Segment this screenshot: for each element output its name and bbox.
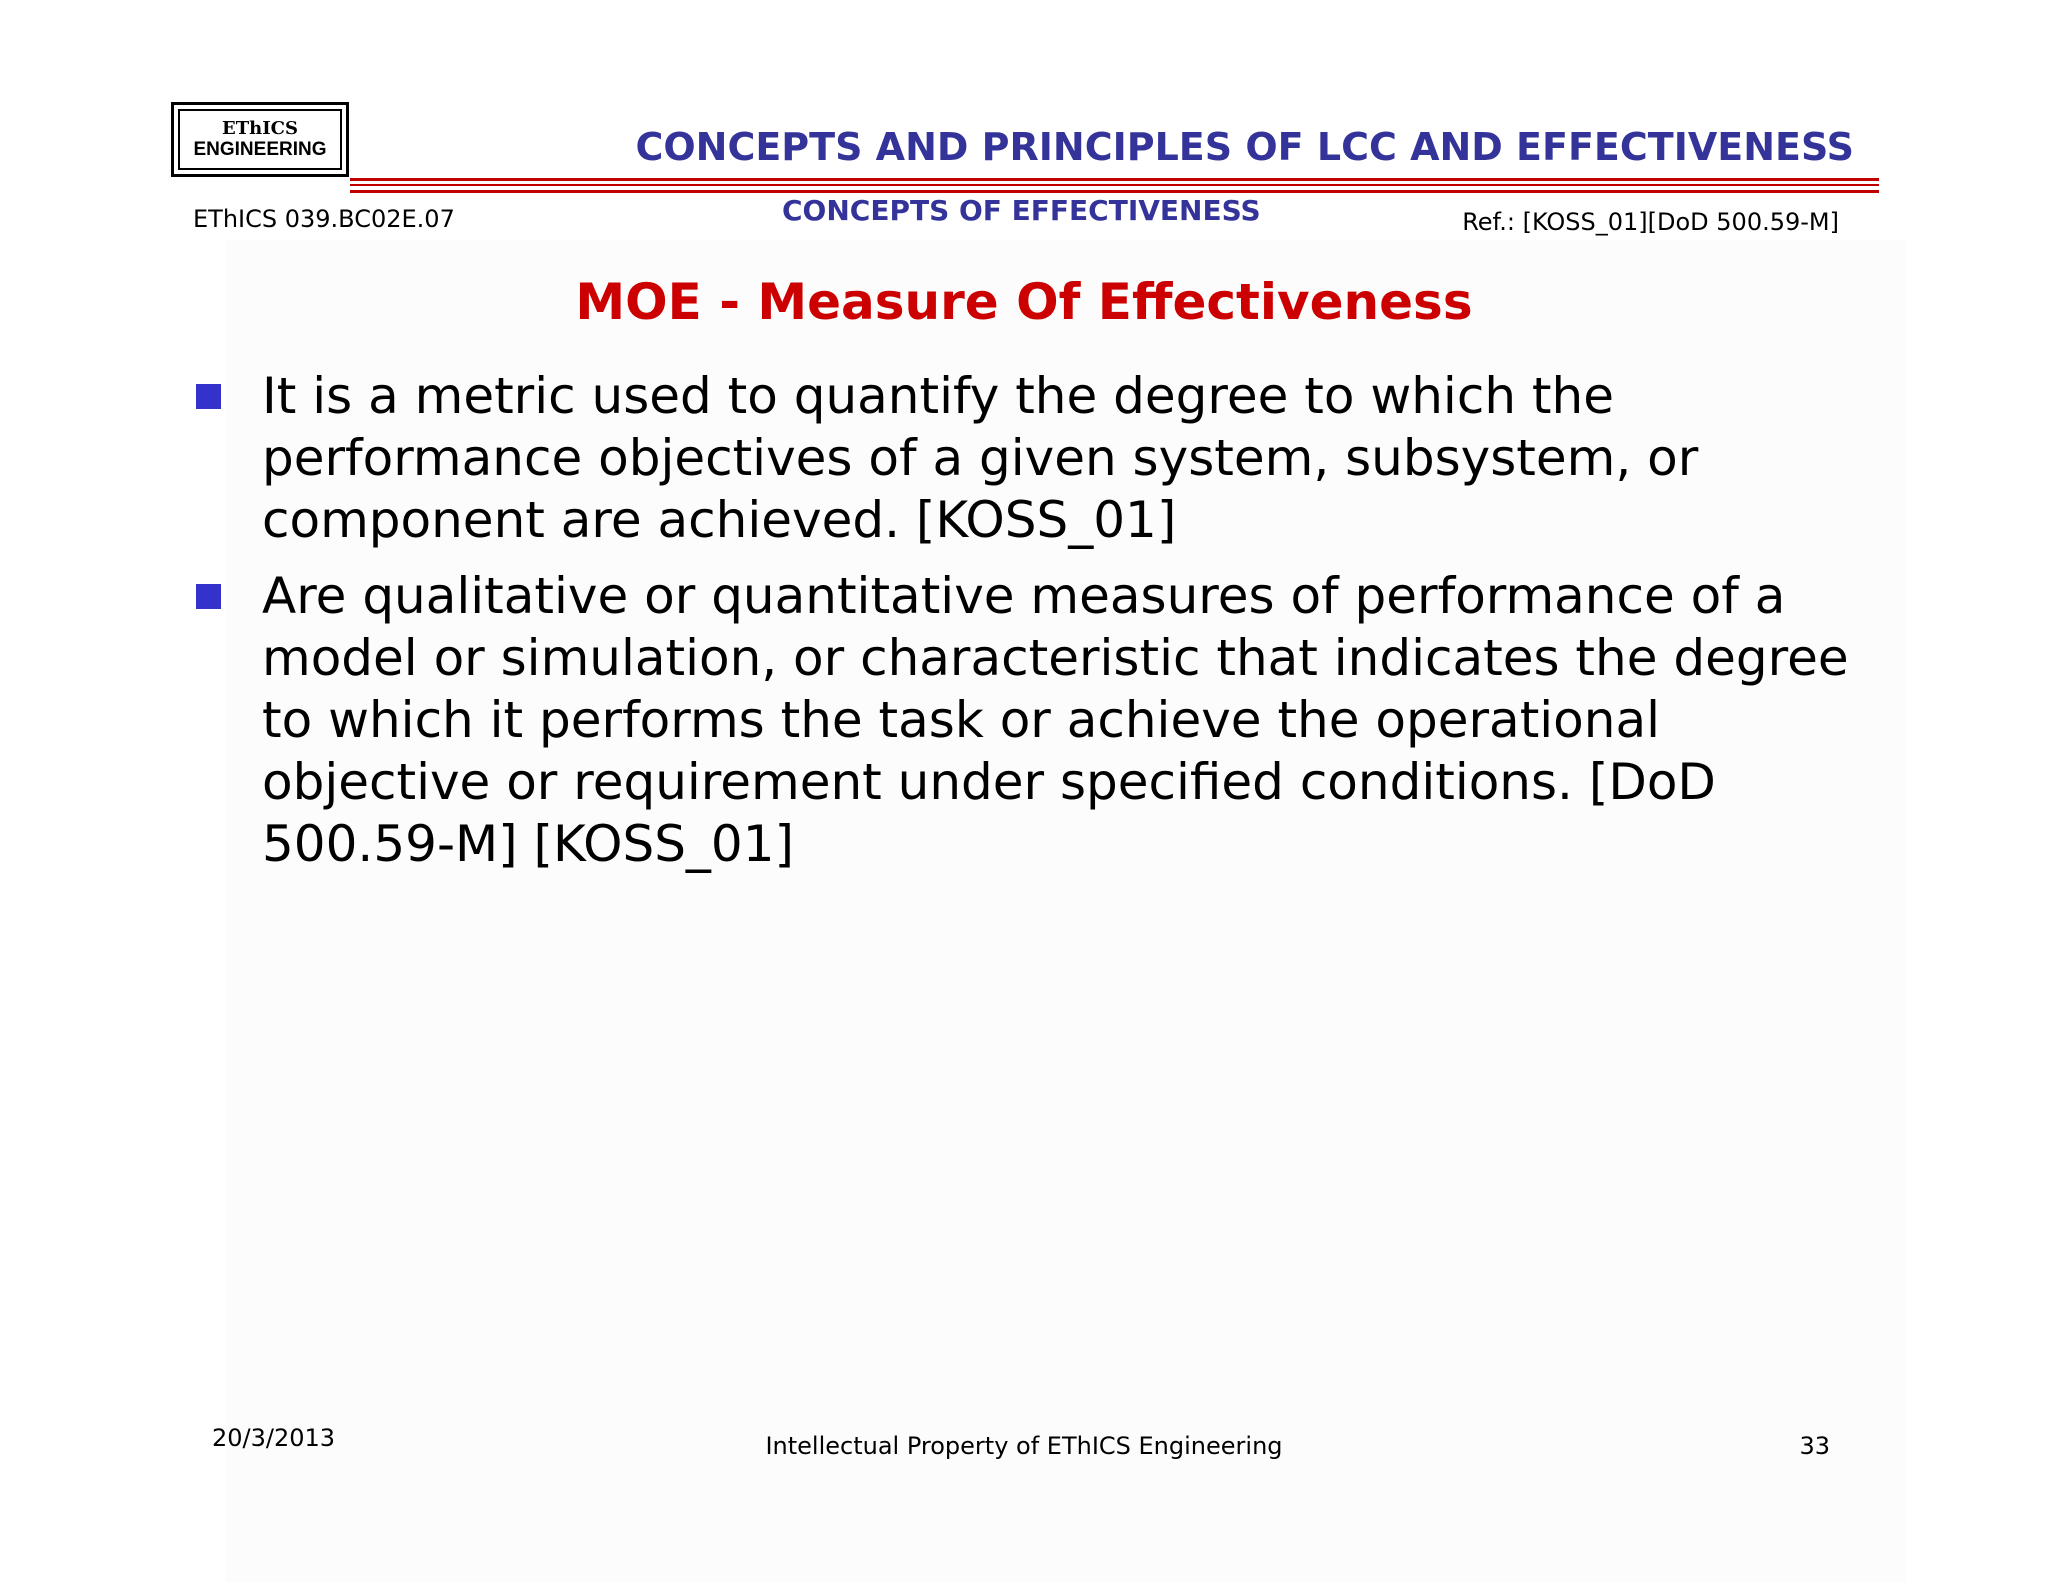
- footer-date: 20/3/2013: [212, 1424, 336, 1452]
- reference-text: Ref.: [KOSS_01][DoD 500.59-M]: [1462, 208, 1839, 236]
- bullet-item-2: Are qualitative or quantitative measures of performance of a model or simulation, or characteristic that indicates the degree to which it performs the task or achieve the operational objective or requirement under specified conditions. [DoD 500.59-M] [KOSS_01]: [262, 567, 1849, 873]
- bullet-square-icon: [196, 384, 221, 409]
- page-number: 33: [1799, 1432, 1830, 1460]
- slide-heading: MOE - Measure Of Effectiveness: [575, 273, 1473, 331]
- logo-line-2: ENGINEERING: [193, 138, 327, 160]
- document-code: EThICS 039.BC02E.07: [193, 205, 455, 233]
- logo-line-1: EThICS: [222, 117, 298, 139]
- section-title: CONCEPTS OF EFFECTIVENESS: [782, 194, 1261, 227]
- bullet-item-1: It is a metric used to quantify the degree to which the performance objectives of a given system, subsystem, or component are achieved. [KOSS_01]: [262, 367, 1699, 549]
- main-title: CONCEPTS AND PRINCIPLES OF LCC AND EFFECTIVENESS: [635, 125, 1854, 169]
- bullet-square-icon: [196, 584, 221, 609]
- footer-copyright: Intellectual Property of EThICS Engineering: [765, 1432, 1283, 1460]
